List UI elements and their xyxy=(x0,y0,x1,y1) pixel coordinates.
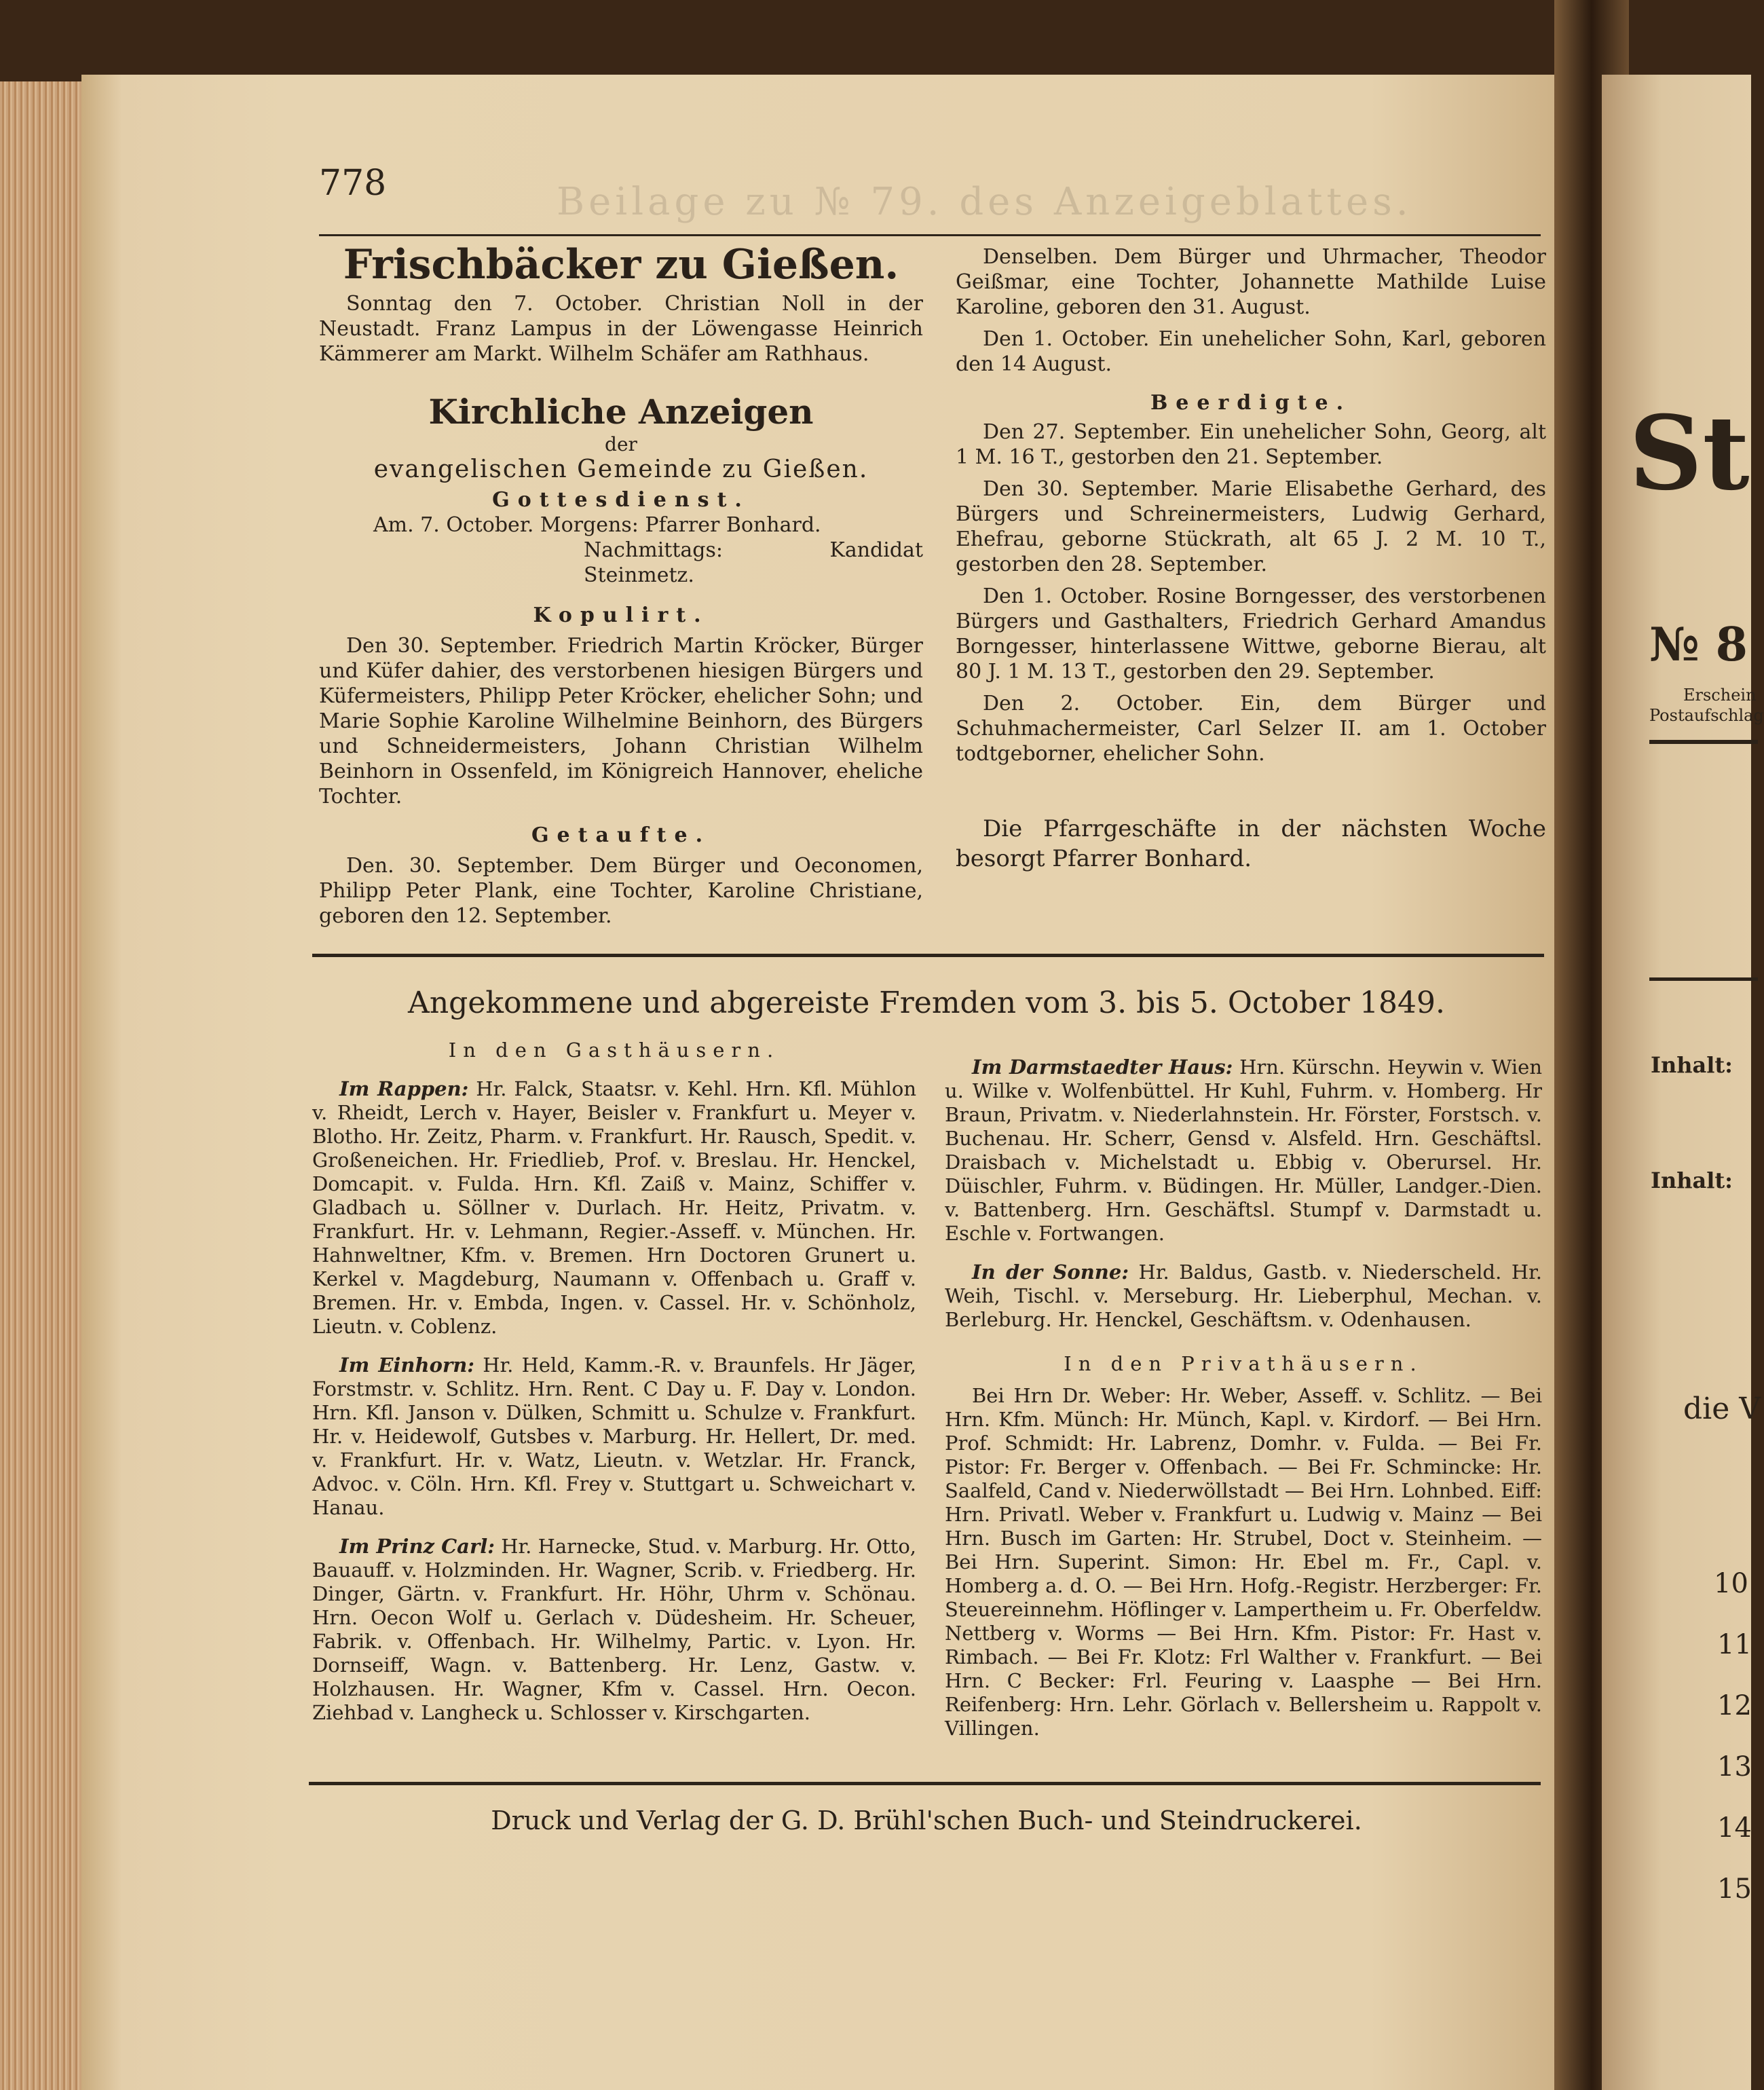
next-page-masthead: St xyxy=(1629,394,1750,513)
gasthaeuser-heading: In den Gasthäusern. xyxy=(448,1039,781,1062)
right-column xyxy=(956,244,1546,874)
darmstaedter-label: Im Darmstaedter Haus: xyxy=(972,1056,1233,1079)
frischbaecker-title: Frischbäcker zu Gießen. xyxy=(343,241,899,288)
next-page-n12: 12 xyxy=(1717,1690,1752,1721)
rappen-text: Hr. Falck, Staatsr. v. Kehl. Hrn. Kfl. Mühlon v. Rheidt, Lerch v. Hayer, Beisler v. Frankfurt u. Meyer v. Blotho. Hr. Zeitz, Pharm. v. Frankfurt. Hr. Rausch, Spedit. v. Großeneichen. Hr. Friedlieb, Prof. v. Breslau. Hr. Henckel, Domcapit. v. Fulda. Hrn. Kfl. Zaiß v. Mainz, Schiffer v. Gladbach u. Söllner v. Durlach. Hr. Heitz, Privatm. v. Frankfurt. Hr. v. Lehmann, Regier.-Asseff. v. München. Hr. Hahnweltner, Kfm. v. Bremen. Hrn Doctoren Grunert u. Kerkel v. Magdeburg, Naumann v. Offenbach u. Graff v. Bremen. Hr. v. Embda, Ingen. v. Cassel. Hr. v. Schönholz, Lieutn. v. Coblenz. xyxy=(312,1077,917,1338)
book-edge xyxy=(0,81,81,2090)
printer-imprint: Druck und Verlag der G. D. Brühl'schen Buch- und Steindruckerei. xyxy=(491,1806,1362,1835)
privathaeuser-heading: In den Privathäusern. xyxy=(1064,1352,1423,1375)
next-page-number: № 8 xyxy=(1649,618,1748,672)
einhorn-text: Hr. Held, Kamm.-R. v. Braunfels. Hr Jäger, Forstmstr. v. Schlitz. Hrn. Rent. C Day u. F. Day v. London. Hrn. Kfl. Janson v. Dülken, Schmitt u. Schulze v. Frankfurt. Hr. v. Heidewolf, Gutsbes v. Marburg. Hr. Hellert, Dr. med. v. Frankfurt. Hr. v. Watz, Lieutn. v. Wetzlar. Hr. Franck, Advoc. v. Cöln. Hrn. Kfl. Frey v. Stuttgart u. Schweichart v. Hanau. xyxy=(312,1354,916,1519)
next-page-inhalt-2: Inhalt: xyxy=(1651,1168,1733,1193)
right-text-1: Denselben. Dem Bürger und Uhrmacher, Theodor Geißmar, eine Tochter, Johannette Mathilde Luise Karoline, geboren den 31. August. xyxy=(956,245,1546,319)
gottesdienst-line-2: Nachmittags: Kandidat Steinmetz. xyxy=(584,538,923,587)
fremden-left-column xyxy=(312,1039,916,1725)
right-text-6: Den 2. October. Ein, dem Bürger und Schuhmachermeister, Carl Selzer II. am 1. October todtgeborner, ehelicher Sohn. xyxy=(956,692,1546,766)
next-page-fragment xyxy=(1602,75,1764,2090)
footer-rule xyxy=(309,1782,1541,1785)
next-page-rule-2 xyxy=(1649,977,1758,981)
next-page-rule xyxy=(1649,740,1758,744)
gottesdienst-line-1: Am. 7. October. Morgens: Pfarrer Bonhard. xyxy=(373,513,821,537)
fremden-title: Angekommene und abgereiste Fremden vom 3. bis 5. October 1849. xyxy=(408,986,1445,1020)
gottesdienst-heading: Gottesdienst. xyxy=(492,488,750,512)
privathaeuser-text: Bei Hrn Dr. Weber: Hr. Weber, Asseff. v. Schlitz. — Bei Hrn. Kfm. Münch: Hr. Münch, Kapl. v. Kirdorf. — Bei Hrn. Prof. Schmidt: Hr. Labrenz, Domhr. v. Fulda. — Bei Fr. Pistor: Fr. Berger v. Offenbach. — Bei Fr. Schmincke: Hr. Saalfeld, Cand v. Niederwöllstadt — Bei Hrn. Lohnbed. Eiff: Hrn. Privatl. Weber v. Frankfurt u. Ludwig v. Mainz — Bei Hrn. Busch im Garten: Hr. Strubel, Doct v. Steinheim. — Bei Hrn. Superint. Simon: Hr. Ebel m. Fr., Capl. v. Homberg a. d. O. — Bei Hrn. Hofg.-Registr. Herzberger: Fr. Steuereinnehm. Höflinger v. Lampertheim u. Fr. Oberfeldw. Nettberg v. Worms — Bei Hrn. Kfm. Pistor: Fr. Hast v. Rimbach. — Bei Fr. Klotz: Frl Walther v. Frankfurt. — Bei Hrn. C Becker: Frl. Feuring v. Laasphe — Bei Hrn. Reifenberg: Hrn. Lehr. Görlach v. Bellersheim u. Rappolt v. Villingen. xyxy=(945,1384,1542,1740)
bleed-through-header: Beilage zu № 79. des Anzeigeblattes. xyxy=(557,180,1412,224)
page-number: 778 xyxy=(319,163,387,204)
sonne-text: Hr. Baldus, Gastb. v. Niederscheld. Hr. Weih, Tischl. v. Merseburg. Hr. Lieberphul, Mechan. v. Berleburg. Hr. Henckel, Geschäftsm. v. Odenhausen. xyxy=(945,1261,1542,1331)
section-rule xyxy=(312,954,1544,957)
rappen-label: Im Rappen: xyxy=(339,1077,469,1100)
next-page-die: die V xyxy=(1683,1392,1761,1426)
kirchliche-der: der xyxy=(605,433,637,455)
right-text-3: Den 27. September. Ein unehelicher Sohn, Georg, alt 1 M. 16 T., gestorben den 21. September. xyxy=(956,420,1546,469)
next-page-n10: 10 xyxy=(1714,1568,1748,1599)
next-page-n11: 11 xyxy=(1717,1629,1752,1660)
sonne-label: In der Sonne: xyxy=(972,1261,1129,1284)
einhorn-label: Im Einhorn: xyxy=(339,1354,475,1377)
kirchliche-title: Kirchliche Anzeigen xyxy=(428,392,814,432)
kopulirt-heading: Kopulirt. xyxy=(533,603,709,627)
kirchliche-subtitle: evangelischen Gemeinde zu Gießen. xyxy=(373,455,869,483)
darmstaedter-text: Hrn. Kürschn. Heywin v. Wien u. Wilke v. Wolfenbüttel. Hr Kuhl, Fuhrm. v. Homberg. Hr Braun, Privatm. v. Niederlahnstein. Hr. Förster, Forstsch. v. Buchenau. Hr. Scherr, Gensd v. Alsfeld. Hrn. Geschäftsl. Draisbach v. Michelstadt u. Ebbig v. Oberursel. Hr. Düischler, Fuhrm. v. Büdingen. Hr. Müller, Landger.-Dien. v. Battenberg. Hrn. Geschäftsl. Stumpf v. Darmstadt u. Eschle v. Fortwangen. xyxy=(945,1056,1542,1245)
fremden-right-column xyxy=(945,1056,1542,1740)
right-text-4: Den 30. September. Marie Elisabethe Gerhard, des Bürgers und Schreinermeisters, Ludwig Gerhard, Ehefrau, geborne Stückrath, alt 65 J. 2 M. 10 T., gestorben den 28. September. xyxy=(956,477,1546,576)
next-page-n14: 14 xyxy=(1717,1812,1752,1844)
pfarrgeschaefte-note: Die Pfarrgeschäfte in der nächsten Woche besorgt Pfarrer Bonhard. xyxy=(956,815,1546,872)
next-page-postauf: Postaufschlag xyxy=(1649,706,1764,725)
right-text-2: Den 1. October. Ein unehelicher Sohn, Karl, geboren den 14 August. xyxy=(956,327,1546,376)
right-text-5: Den 1. October. Rosine Borngesser, des verstorbenen Bürgers und Gasthalters, Friedrich Gerhard Amandus Borngesser, hinterlassene Wittwe, geborne Bierau, alt 80 J. 1 M. 13 T., gestorben den 29. September. xyxy=(956,584,1546,684)
getaufte-heading: Getaufte. xyxy=(531,823,711,847)
next-page-n13: 13 xyxy=(1717,1751,1752,1783)
next-page-n15: 15 xyxy=(1717,1873,1752,1905)
next-page-erschein: Erschein xyxy=(1683,686,1757,705)
prinz-carl-label: Im Prinz Carl: xyxy=(339,1535,495,1558)
getaufte-text: Den. 30. September. Dem Bürger und Oeconomen, Philipp Peter Plank, eine Tochter, Karoline Christiane, geboren den 12. September. xyxy=(319,854,923,928)
left-column xyxy=(319,241,923,929)
header-rule xyxy=(319,234,1541,236)
frischbaecker-text: Sonntag den 7. October. Christian Noll in der Neustadt. Franz Lampus in der Löwengasse Heinrich Kämmerer am Markt. Wilhelm Schäfer am Rathhaus. xyxy=(319,292,923,366)
beerdigte-heading: Beerdigte. xyxy=(1150,391,1352,415)
kopulirt-text: Den 30. September. Friedrich Martin Kröcker, Bürger und Küfer dahier, des verstorbenen hiesigen Bürgers und Küfermeisters, Philipp Peter Kröcker, ehelicher Sohn; und Marie Sophie Karoline Wilhelmine Beinhorn, des Bürgers und Schneidermeisters, Johann Christian Wilhelm Beinhorn in Ossenfeld, im Königreich Hannover, eheliche Tochter. xyxy=(319,634,923,808)
next-page-inhalt-1: Inhalt: xyxy=(1651,1052,1733,1078)
prinz-carl-text: Hr. Harnecke, Stud. v. Marburg. Hr. Otto, Bauauff. v. Holzminden. Hr. Wagner, Scrib. v. Friedberg. Hr. Dinger, Gärtn. v. Frankfurt. Hr. Höhr, Uhrm v. Schönau. Hrn. Oecon Wolf u. Gerlach v. Düdesheim. Hr. Scheuer, Fabrik. v. Offenbach. Hr. Wilhelmy, Partic. v. Lyon. Hr. Dornseiff, Wagn. v. Battenberg. Hr. Lenz, Gastw. v. Holzhausen. Hr. Wagner, Kfm v. Cassel. Hrn. Oecon. Ziehbad v. Langheck u. Schlosser v. Kirschgarten. xyxy=(312,1535,916,1724)
